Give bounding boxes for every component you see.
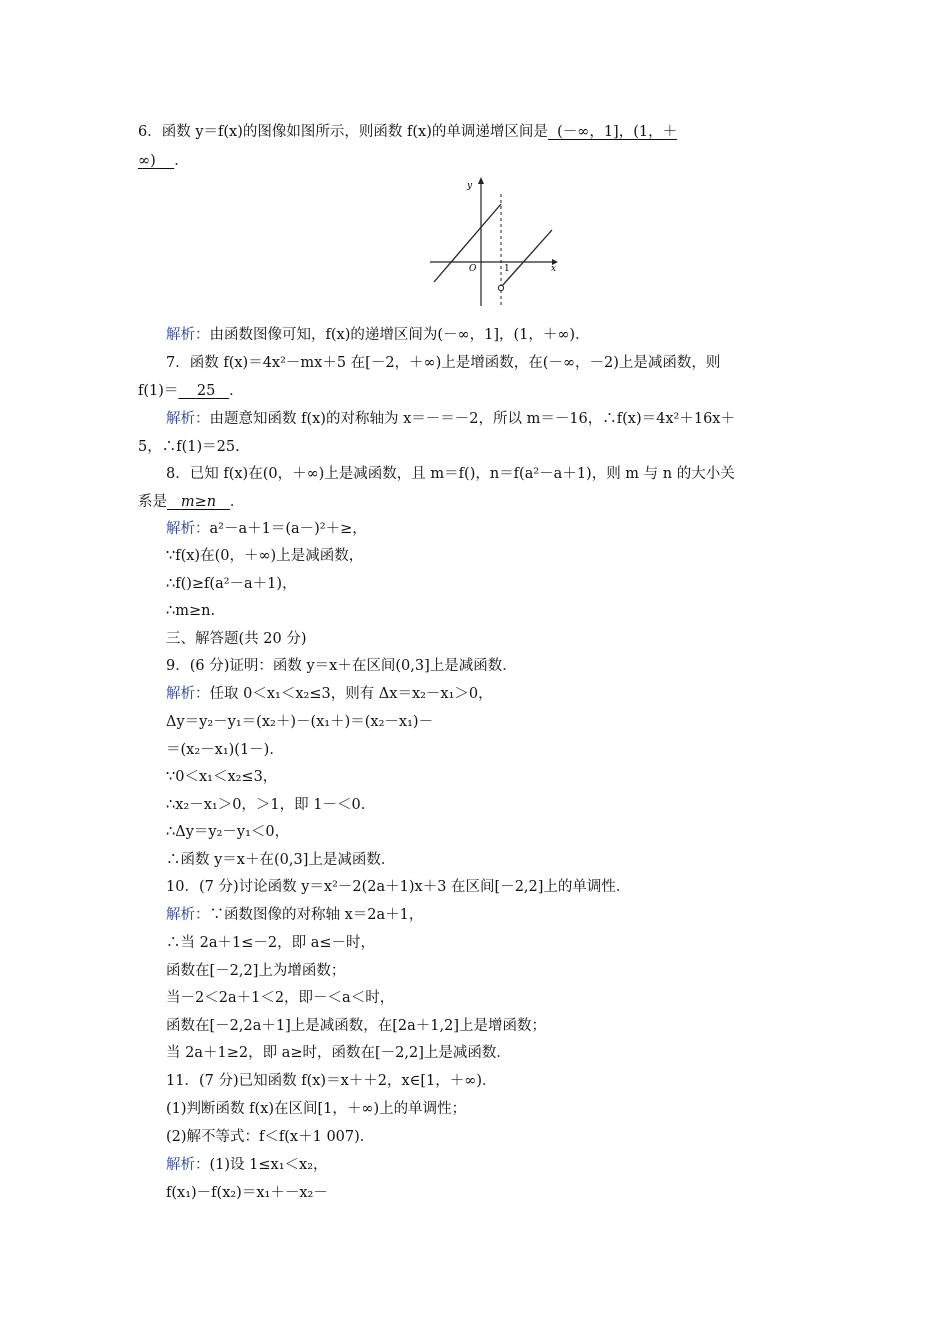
q8-analysis-3: ∴f()≥f(a²－a＋1)， [166, 576, 297, 592]
analysis-label: 解析： [166, 521, 210, 537]
q9-line-7: ∴函数 y＝x＋在(0,3]上是减函数． [166, 852, 396, 868]
q8-stem-cont: 系是 m≥n ． [138, 494, 245, 510]
q6-stem-text: 6．函数 y＝f(x)的图像如图所示，则函数 f(x)的单调递增区间是 [138, 124, 548, 140]
q7-stem-cont: f(1)＝ 25 ． [138, 383, 244, 399]
q6-analysis-text: 由函数图像可知，f(x)的递增区间为(－∞，1]，(1，＋∞)． [209, 327, 590, 343]
q11-stem: 11．(7 分)已知函数 f(x)＝x＋＋2，x∈[1，＋∞)． [166, 1073, 497, 1089]
q11-analysis: 解析：(1)设 1≤x₁＜x₂， [166, 1157, 328, 1173]
q10-line-3: 函数在[－2,2]上为增函数； [166, 963, 346, 979]
open-point-icon [498, 285, 503, 290]
q9-stem: 9．(6 分)证明：函数 y＝x＋在区间(0,3]上是减函数． [166, 658, 517, 674]
origin-label: O [469, 264, 477, 274]
q6-stem [138, 122, 814, 142]
q8-analysis: 解析：a²－a＋1＝(a－)²＋≥， [166, 521, 367, 537]
q10-line-4: 当－2＜2a＋1＜2，即－＜a＜时， [166, 990, 395, 1006]
left-branch [434, 204, 501, 282]
analysis-label: 解析： [166, 907, 210, 923]
q9-line-4: ∵0＜x₁＜x₂≤3， [166, 769, 278, 785]
q9-line-2: Δy＝y₂－y₁＝(x₂＋)－(x₁＋)＝(x₂－x₁)－ [166, 714, 434, 730]
q10-line-2: ∴当 2a＋1≤－2，即 a≤－时， [166, 935, 375, 951]
q11-part-1: (1)判断函数 f(x)在区间[1，＋∞)上的单调性； [166, 1101, 467, 1117]
q9-line-3: ＝(x₂－x₁)(1－)． [166, 742, 284, 758]
q7-stem: 7．函数 f(x)＝4x²－mx＋5 在[－2，＋∞)上是增函数，在(－∞，－2)上是减函数，则 [166, 355, 721, 371]
tick-label-1: 1 [504, 264, 510, 274]
q10-line-6: 当 2a＋1≥2，即 a≥时，函数在[－2,2]上是减函数． [166, 1045, 511, 1061]
analysis-label: 解析： [166, 411, 210, 427]
analysis-label: 解析： [166, 1157, 210, 1173]
function-graph [424, 174, 564, 312]
x-label: x [551, 264, 557, 274]
q11-line-2: f(x₁)－f(x₂)＝x₁＋－x₂－ [166, 1185, 328, 1201]
q8-analysis-4: ∴m≥n. [166, 603, 216, 619]
q8-stem: 8．已知 f(x)在(0，＋∞)上是减函数，且 m＝f()，n＝f(a²－a＋1)，则 m 与 n 的大小关 [166, 466, 735, 482]
q8-analysis-2: ∵f(x)在(0，＋∞)上是减函数， [166, 548, 364, 564]
q6-analysis [166, 325, 842, 345]
q8-answer: m≥n [180, 494, 217, 510]
q7-analysis-cont: 5，∴f(1)＝25. [138, 439, 240, 455]
q10-analysis: 解析：∵函数图像的对称轴 x＝2a＋1， [166, 907, 424, 923]
q10-stem: 10．(7 分)讨论函数 y＝x²－2(2a＋1)x＋3 在区间[－2,2]上的单调性． [166, 879, 631, 895]
q7-analysis: 解析：由题意知函数 f(x)的对称轴为 x＝－＝－2，所以 m＝－16，∴f(x)＝4x²＋16x＋ [166, 411, 735, 427]
q9-line-6: ∴Δy＝y₂－y₁＜0， [166, 824, 290, 840]
q9-line-5: ∴x₂－x₁＞0，＞1，即 1－＜0. [166, 797, 366, 813]
q6-tail: ． [174, 153, 189, 169]
analysis-label: 解析： [166, 686, 210, 702]
q6-stem-cont [138, 151, 814, 171]
section-heading: 三、解答题(共 20 分) [166, 631, 307, 647]
q6-answer-part1: (－∞，1]，(1，＋ [557, 124, 678, 140]
analysis-label: 解析： [166, 327, 210, 343]
q11-part-2: (2)解不等式：f＜f(x＋1 007)． [166, 1129, 375, 1145]
y-label: y [467, 181, 473, 191]
q6-answer-part2: ∞) [138, 153, 156, 169]
right-branch [502, 230, 552, 286]
q10-line-5: 函数在[－2,2a＋1]上是减函数，在[2a＋1,2]上是增函数； [166, 1018, 546, 1034]
q9-analysis: 解析：任取 0＜x₁＜x₂≤3，则有 Δx＝x₂－x₁＞0， [166, 686, 493, 702]
y-axis-arrow-icon [478, 177, 484, 184]
q7-answer: 25 [196, 383, 216, 399]
